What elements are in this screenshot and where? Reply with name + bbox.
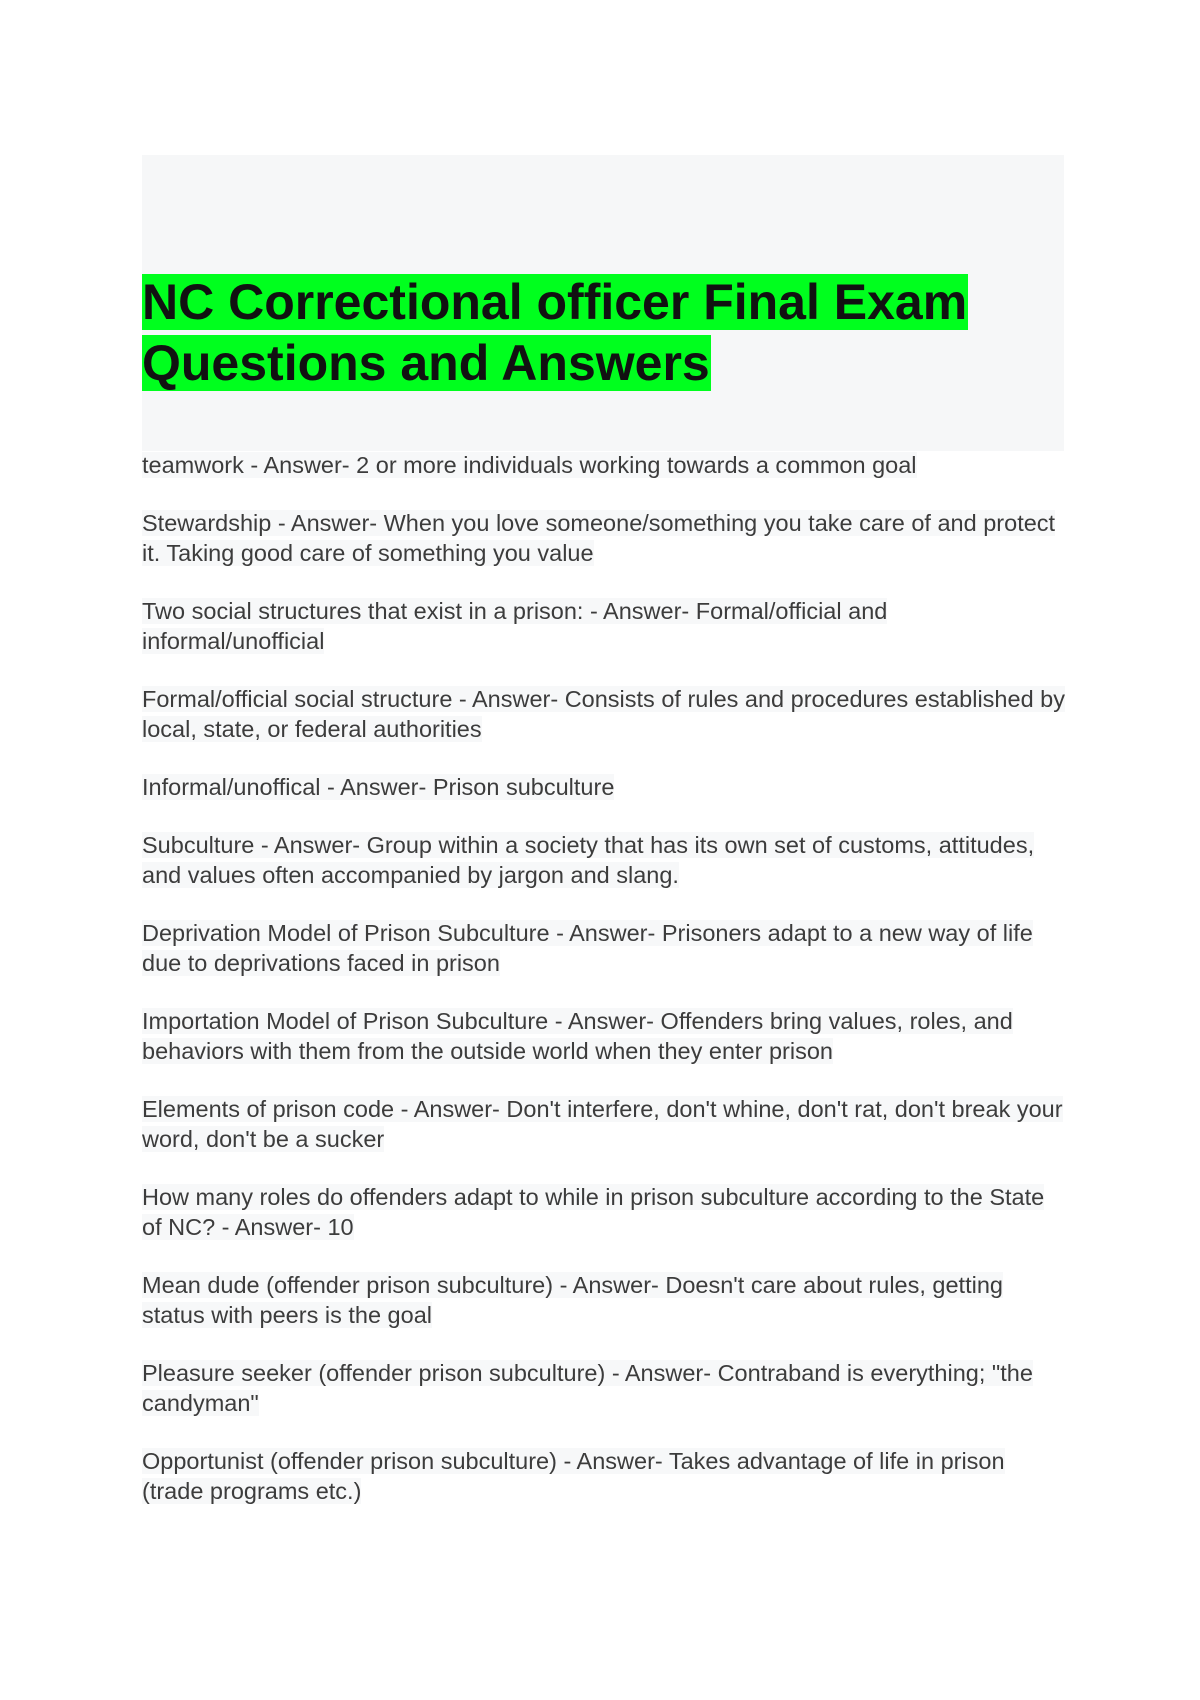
qa-item-informal: Informal/unoffical - Answer- Prison subculture — [142, 774, 615, 800]
page-title — [142, 272, 1042, 394]
qa-item-teamwork: teamwork - Answer- 2 or more individuals working towards a common goal — [142, 452, 917, 478]
qa-item-subculture: Subculture - Answer- Group within a society that has its own set of customs, attitudes, and values often accompanied by jargon and slang. — [142, 832, 1035, 888]
qa-item-social-structures: Two social structures that exist in a prison: - Answer- Formal/official and informal/unofficial — [142, 598, 888, 654]
page-title-line-2: Questions and Answers — [142, 335, 710, 391]
qa-item-formal-structure: Formal/official social structure - Answer- Consists of rules and procedures established by local, state, or federal authorities — [142, 686, 1065, 742]
qa-item-deprivation-model: Deprivation Model of Prison Subculture - Answer- Prisoners adapt to a new way of life due to deprivations faced in prison — [142, 920, 1033, 976]
qa-item-mean-dude: Mean dude (offender prison subculture) - Answer- Doesn't care about rules, getting status with peers is the goal — [142, 1272, 1003, 1328]
qa-item-prison-code: Elements of prison code - Answer- Don't interfere, don't whine, don't rat, don't break your word, don't be a sucker — [142, 1096, 1063, 1152]
qa-item-number-of-roles: How many roles do offenders adapt to while in prison subculture according to the State of NC? - Answer- 10 — [142, 1184, 1045, 1240]
qa-item-importation-model: Importation Model of Prison Subculture - Answer- Offenders bring values, roles, and behaviors with them from the outside world when they enter prison — [142, 1008, 1013, 1064]
page-title-line-1: NC Correctional officer Final Exam — [142, 274, 968, 330]
qa-list — [142, 450, 1067, 1534]
qa-item-stewardship: Stewardship - Answer- When you love someone/something you take care of and protect it. Taking good care of something you value — [142, 510, 1056, 566]
qa-item-opportunist: Opportunist (offender prison subculture) - Answer- Takes advantage of life in prison (trade programs etc.) — [142, 1448, 1005, 1504]
qa-item-pleasure-seeker: Pleasure seeker (offender prison subculture) - Answer- Contraband is everything; "the candyman" — [142, 1360, 1033, 1416]
